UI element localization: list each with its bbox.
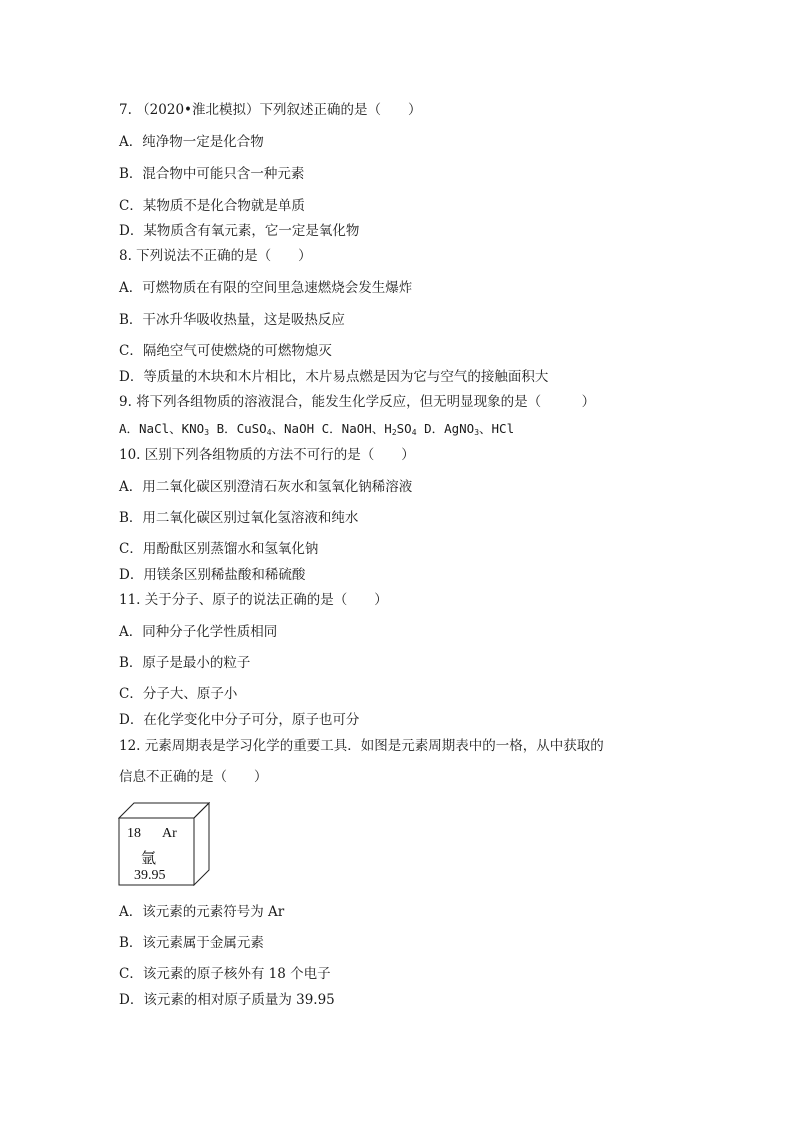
q8-option-b: B．干冰升华吸收热量，这是吸热反应 (119, 312, 345, 328)
element-atomic-mass: 39.95 (134, 868, 166, 883)
q12-option-d: D．该元素的相对原子质量为 39.95 (119, 992, 335, 1008)
q11-stem: 11. 关于分子、原子的说法正确的是（ ） (119, 592, 388, 608)
q9-d-post: 、HCl (479, 421, 515, 436)
q9-c-mid: SO (396, 421, 412, 436)
q9-options (119, 420, 514, 442)
element-tile-figure (118, 802, 210, 886)
q12-option-b: B．该元素属于金属元素 (119, 935, 264, 951)
q8-option-d: D．等质量的木块和木片相比，木片易点燃是因为它与空气的接触面积大 (119, 369, 549, 385)
q7-option-d: D．某物质含有氧元素，它一定是氧化物 (119, 223, 360, 239)
q7-option-b: B．混合物中可能只含一种元素 (119, 166, 305, 182)
q8-option-c: C．隔绝空气可使燃烧的可燃物熄灭 (119, 343, 332, 359)
q7-stem: 7. （2020•淮北模拟）下列叙述正确的是（ ） (119, 102, 422, 118)
q9-d-sub: 3 (474, 428, 480, 437)
q7-option-c: C．某物质不是化合物就是单质 (119, 198, 305, 214)
q9-stem: 9. 将下列各组物质的溶液混合，能发生化学反应，但无明显现象的是（ ） (119, 394, 596, 410)
element-name: 氩 (141, 849, 157, 867)
q12-stem-line1: 12. 元素周期表是学习化学的重要工具．如图是元素周期表中的一格，从中获取的 (119, 738, 604, 754)
q9-c-sub1: 2 (391, 428, 397, 437)
q9-option-b-c: 、NaOH C．NaOH、H (271, 421, 392, 436)
q7-option-a: A．纯净物一定是化合物 (119, 134, 264, 150)
q9-option-b: B．CuSO (209, 421, 267, 436)
q10-option-b: B．用二氧化碳区别过氧化氢溶液和纯水 (119, 510, 359, 526)
q9-option-a: A．NaCl、KNO (119, 421, 205, 436)
q8-stem: 8. 下列说法不正确的是（ ） (119, 248, 312, 264)
q10-option-d: D．用镁条区别稀盐酸和稀硫酸 (119, 567, 306, 583)
q12-stem-line2: 信息不正确的是（ ） (119, 769, 268, 785)
q9-c-sub2: 4 (411, 428, 417, 437)
q8-option-a: A．可燃物质在有限的空间里急速燃烧会发生爆炸 (119, 280, 413, 296)
q11-option-d: D．在化学变化中分子可分，原子也可分 (119, 712, 360, 728)
q9-option-d: D．AgNO (416, 421, 475, 436)
element-symbol: Ar (162, 826, 177, 841)
q11-option-b: B．原子是最小的粒子 (119, 655, 251, 671)
q12-option-c: C．该元素的原子核外有 18 个电子 (119, 966, 331, 982)
q12-option-a: A．该元素的元素符号为 Ar (119, 904, 285, 920)
q10-stem: 10. 区别下列各组物质的方法不可行的是（ ） (119, 447, 415, 463)
q11-option-c: C．分子大、原子小 (119, 686, 238, 702)
element-atomic-number: 18 (127, 826, 141, 841)
q11-option-a: A．同种分子化学性质相同 (119, 624, 278, 640)
q10-option-a: A．用二氧化碳区别澄清石灰水和氢氧化钠稀溶液 (119, 479, 413, 495)
q10-option-c: C．用酚酞区别蒸馏水和氢氧化钠 (119, 541, 319, 557)
q9-a-sub: 3 (204, 428, 210, 437)
q9-b-sub: 4 (266, 428, 272, 437)
